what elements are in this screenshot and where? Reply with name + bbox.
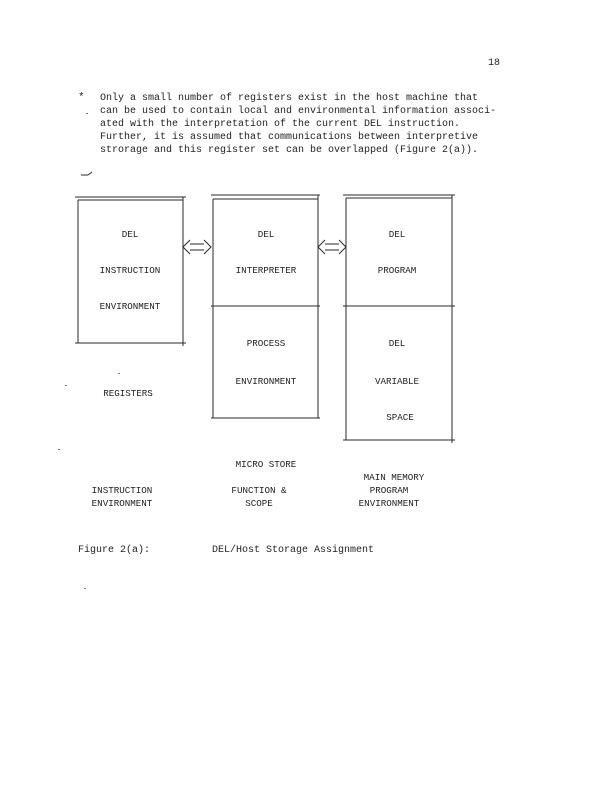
scan-speck <box>86 113 88 114</box>
registers-caption-line-2: ENVIRONMENT <box>91 498 153 509</box>
main-memory-line-program: PROGRAM <box>377 265 417 276</box>
main-memory-caption-line-3: ENVIRONMENT <box>358 498 420 509</box>
scan-speck <box>65 385 67 386</box>
figure-title: DEL/Host Storage Assignment <box>212 545 375 556</box>
micro-store-caption-line-2: SCOPE <box>245 498 273 509</box>
micro-store-line-del: DEL <box>257 229 275 240</box>
footnote-line: can be used to contain local and environmental information associ- <box>100 106 497 117</box>
main-memory-caption-line-2: PROGRAM <box>369 485 409 496</box>
footnote-line: strorage and this register set can be overlapped (Figure 2(a)). <box>100 145 479 156</box>
micro-store-line-interpreter: INTERPRETER <box>235 265 297 276</box>
stray-mark <box>81 172 92 175</box>
registers-line-environment: ENVIRONMENT <box>99 301 161 312</box>
footnote-line: Only a small number of registers exist in the host machine that <box>100 93 479 104</box>
footnote-line: Further, it is assumed that communications between interpretive <box>100 132 479 143</box>
main-memory-line-del: DEL <box>388 229 406 240</box>
micro-store-label: MICRO STORE <box>235 459 297 470</box>
micro-store-line-process: PROCESS <box>246 338 286 349</box>
registers-line-del: DEL <box>121 229 139 240</box>
scan-speck <box>84 588 86 589</box>
figure-caption: Figure 2(a): <box>78 545 151 556</box>
main-memory-caption-line-1: MAIN MEMORY <box>363 472 425 483</box>
main-memory-line-variable: VARIABLE <box>374 376 420 387</box>
scan-speck <box>118 373 120 374</box>
main-memory-line-del-2: DEL <box>388 338 406 349</box>
registers-caption-line-1: INSTRUCTION <box>91 485 153 496</box>
registers-label: REGISTERS <box>103 388 153 399</box>
micro-store-line-environment: ENVIRONMENT <box>235 376 297 387</box>
page-number: 18 <box>488 58 501 69</box>
registers-line-instruction: INSTRUCTION <box>99 265 161 276</box>
scan-speck <box>58 449 60 450</box>
double-arrow-registers-micro <box>183 240 211 254</box>
micro-store-caption-line-1: FUNCTION & <box>231 485 287 496</box>
footnote-line: ated with the interpretation of the current DEL instruction. <box>100 119 461 130</box>
footnote-bullet: * <box>78 92 85 104</box>
double-arrow-micro-main <box>318 240 346 254</box>
main-memory-line-space: SPACE <box>386 412 414 423</box>
